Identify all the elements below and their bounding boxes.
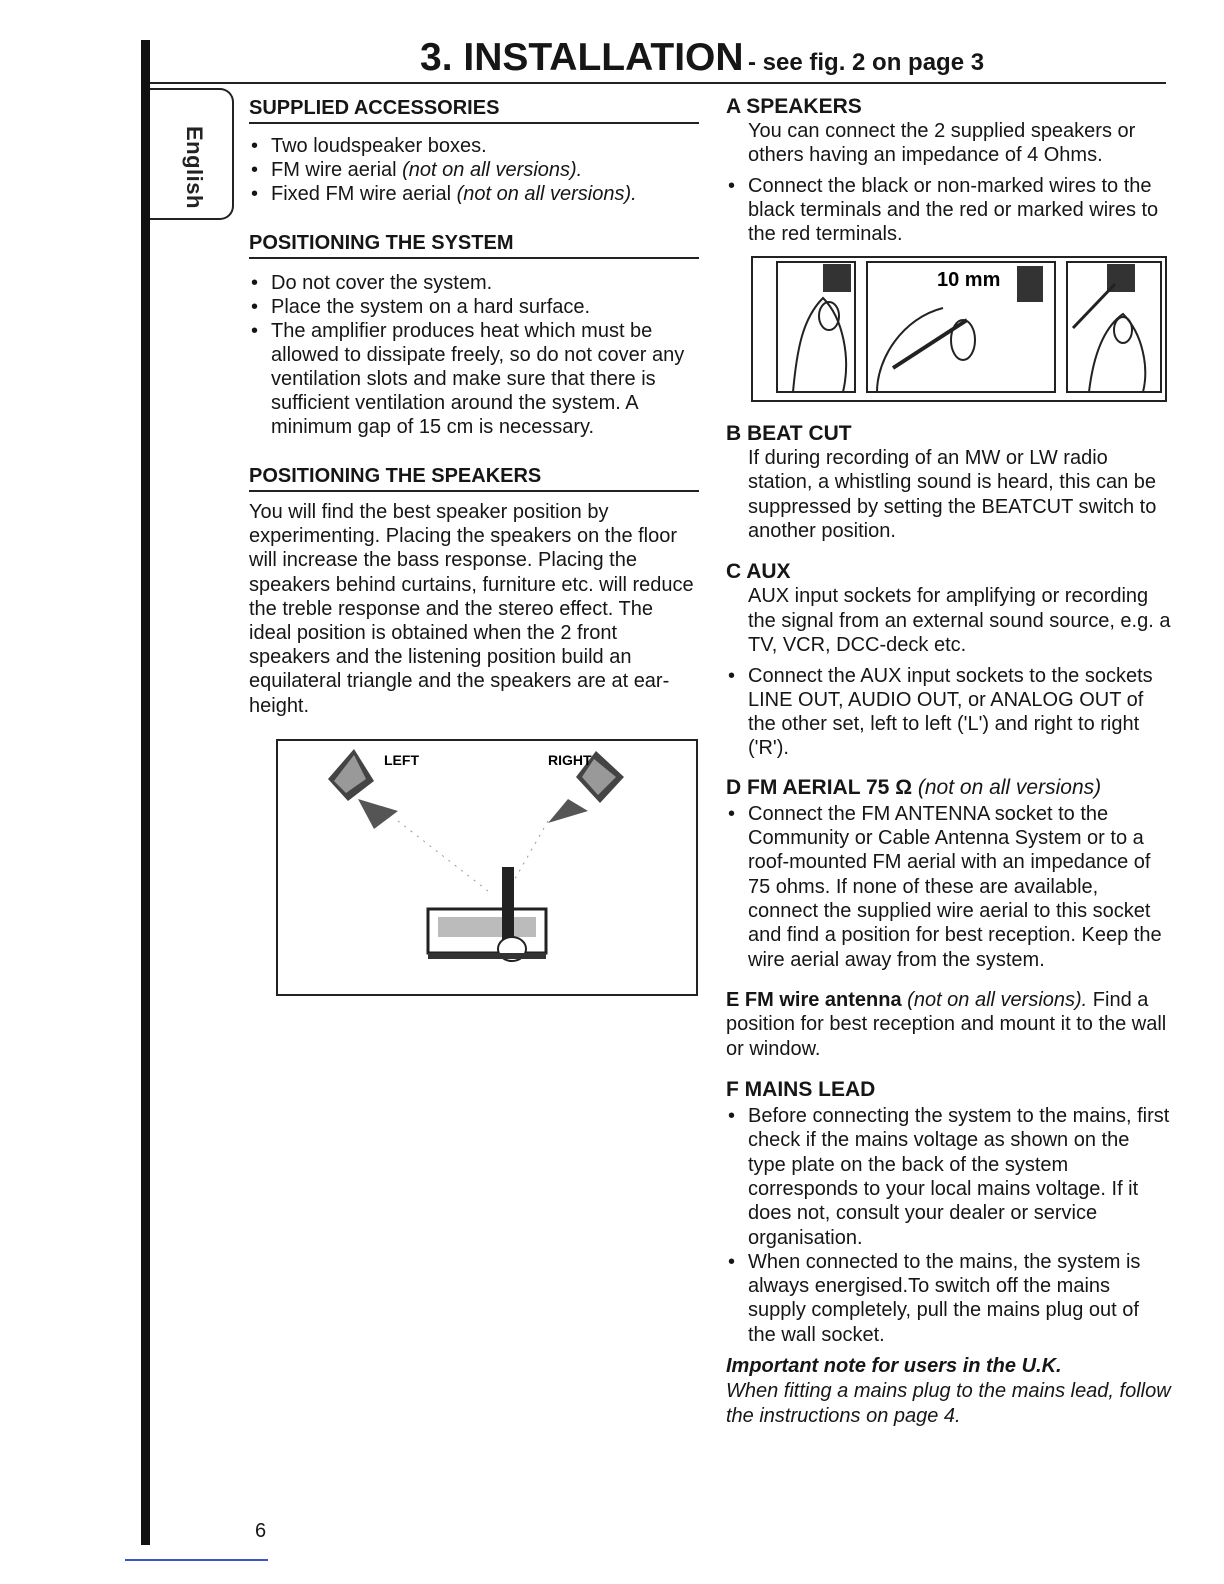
list-item: • Place the system on a hard surface. — [249, 295, 699, 319]
terminal-release-icon — [1073, 264, 1145, 392]
list-item: • Connect the black or non-marked wires to the black terminals and the red or marked wires to the red terminals. — [726, 174, 1171, 247]
page-number: 6 — [255, 1520, 267, 1542]
fm-aerial-list — [726, 802, 1171, 972]
mains-lead-heading: F MAINS LEAD — [726, 1078, 876, 1102]
list-item: • FM wire aerial (not on all versions). — [249, 158, 699, 182]
language-tab-label: English — [182, 126, 207, 209]
right-label: RIGHT — [548, 752, 592, 768]
aux-heading: C AUX — [726, 560, 791, 584]
listener-sofa-icon — [428, 867, 546, 961]
speakers-text: You can connect the 2 supplied speakers or others having an impedance of 4 Ohms. — [748, 120, 1136, 167]
title-rule — [150, 82, 1166, 84]
mains-lead-list — [726, 1104, 1171, 1347]
list-item: • Connect the FM ANTENNA socket to the Community or Cable Antenna System or to a roof-mounted FM aerial with an impedance of 75 ohms. If none of these are available, connect the supplied wire aerial to this socket and find a position for best reception. Keep the wire aerial away from the system. — [726, 802, 1171, 972]
speakers-heading: A SPEAKERS — [726, 95, 862, 118]
list-item: • Before connecting the system to the mains, first check if the mains voltage as shown on the type plate on the back of the system corresponds to your local mains voltage. If it does not, consult your dealer or service organisation. — [726, 1104, 1171, 1250]
left-label: LEFT — [384, 752, 419, 768]
list-item: • Fixed FM wire aerial (not on all versions). — [249, 182, 699, 206]
footer-rule — [125, 1559, 268, 1561]
fm-wire-antenna-text: Find a position for best reception and mount it to the wall or window. — [726, 988, 1167, 1060]
strip-wire-icon — [877, 266, 1043, 392]
fm-wire-antenna-section — [726, 988, 1171, 1061]
fm-aerial-heading — [726, 775, 1171, 800]
fm-wire-antenna-note: (not on all versions). — [907, 988, 1088, 1011]
aux-list — [726, 664, 1171, 761]
speaker-placement-figure — [276, 739, 698, 996]
positioning-speakers-heading: POSITIONING THE SPEAKERS — [249, 465, 699, 492]
left-column — [249, 97, 699, 718]
fm-aerial-note: (not on all versions) — [917, 775, 1102, 799]
fm-wire-antenna-heading: E FM wire antenna — [726, 988, 902, 1011]
speaker-placement-drawing — [278, 741, 696, 994]
page-spine-bar — [141, 40, 150, 1545]
page-title — [420, 36, 984, 80]
list-item: • When connected to the mains, the system is always energised.To switch off the mains supply completely, pull the mains plug out of the wall socket. — [726, 1250, 1171, 1347]
list-item: • Two loudspeaker boxes. — [249, 134, 699, 158]
terminal-press-icon — [793, 264, 851, 392]
wire-stripping-drawing — [753, 258, 1165, 400]
positioning-system-heading: POSITIONING THE SYSTEM — [249, 232, 699, 259]
beat-cut-heading: B BEAT CUT — [726, 421, 852, 445]
fm-aerial-title: D FM AERIAL 75 Ω — [726, 775, 913, 799]
title-sub: - see fig. 2 on page 3 — [748, 49, 985, 76]
speakers-list — [726, 174, 1171, 247]
wire-stripping-figure — [751, 256, 1167, 402]
aux-text: AUX input sockets for amplifying or recording the signal from an external sound source, e.g. a TV, VCR, DCC-deck etc. — [748, 585, 1171, 657]
list-item: • The amplifier produces heat which must be allowed to dissipate freely, so do not cover any ventilation slots and make sure that there is sufficient ventilation around the system. A minimum gap of 15 cm is necessary. — [249, 319, 699, 439]
uk-note-text: When fitting a mains plug to the mains lead, follow the instructions on page 4. — [726, 1380, 1171, 1427]
title-main: 3. INSTALLATION — [420, 36, 744, 79]
positioning-system-list — [249, 271, 699, 439]
uk-note-heading: Important note for users in the U.K. — [726, 1355, 1062, 1377]
beat-cut-text: If during recording of an MW or LW radio station, a whistling sound is heard, this can be suppressed by setting the BEATCUT switch to another position. — [748, 446, 1157, 542]
supplied-list — [249, 134, 699, 206]
positioning-speakers-text: You will find the best speaker position by experimenting. Placing the speakers on the floor will increase the bass response. Placing the speakers behind curtains, furniture etc. will reduce the treble response and the stereo effect. The ideal position is obtained when the 2 front speakers and the listening position build an equilateral triangle and the speakers are at ear-height. — [249, 501, 694, 717]
strip-length-label: 10 mm — [937, 269, 1001, 291]
supplied-heading: SUPPLIED ACCESSORIES — [249, 97, 699, 124]
list-item: • Connect the AUX input sockets to the sockets LINE OUT, AUDIO OUT, or ANALOG OUT of the other set, left to left ('L') and right to right ('R'). — [726, 664, 1171, 761]
list-item: • Do not cover the system. — [249, 271, 699, 295]
